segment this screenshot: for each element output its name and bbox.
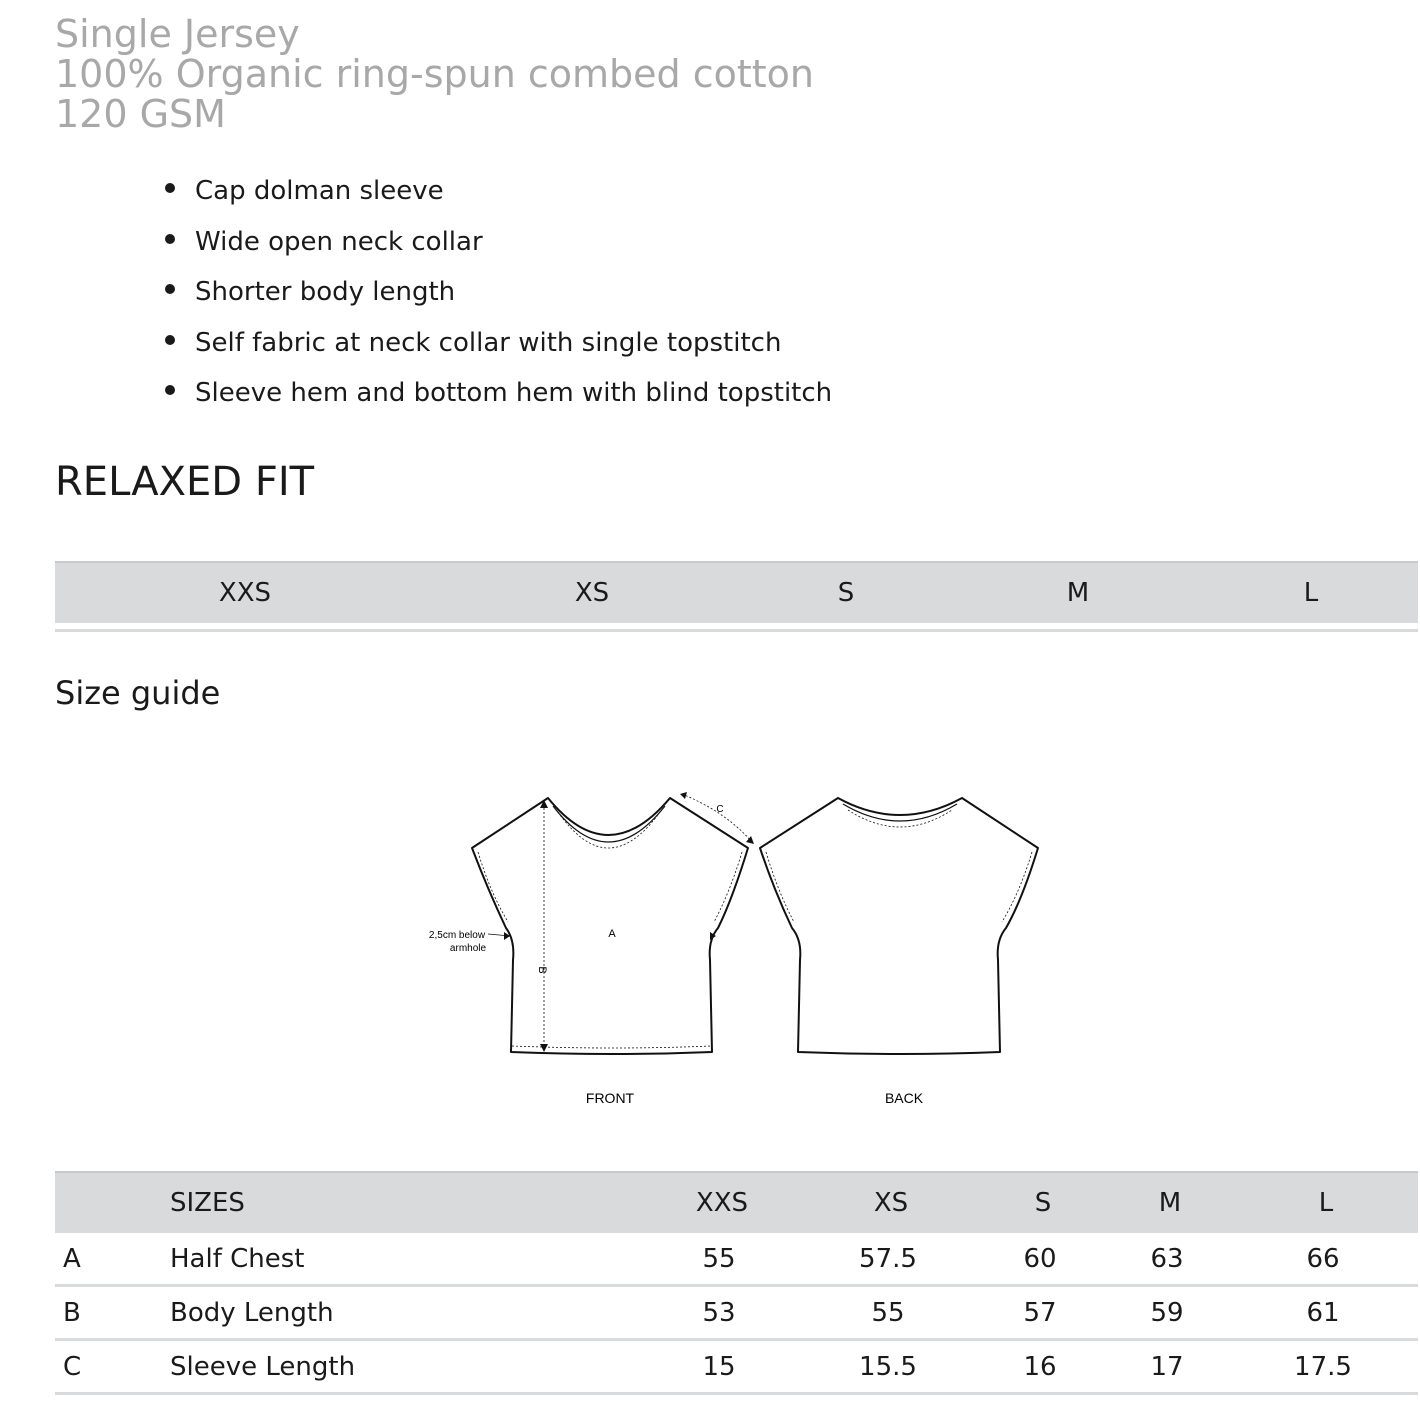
front-left-sleeve-stitch xyxy=(478,852,508,922)
table-cell: 57 xyxy=(1023,1298,1057,1328)
back-neckline-stitch xyxy=(848,810,952,827)
column-header-xs: XS xyxy=(873,1188,909,1218)
divider xyxy=(55,629,1418,632)
table-row xyxy=(55,1287,1418,1341)
armhole-note-line2: armhole xyxy=(449,943,487,954)
table-cell: 60 xyxy=(1023,1244,1057,1274)
sizes-header: SIZES xyxy=(170,1188,245,1218)
feature-list xyxy=(165,166,832,419)
size-table xyxy=(55,1171,1418,1395)
column-header-l: L xyxy=(1318,1188,1334,1218)
back-neckline-inner xyxy=(843,804,957,821)
fabric-composition: 100% Organic ring-spun combed cotton xyxy=(55,52,814,96)
table-header xyxy=(55,1171,1418,1233)
table-cell: 66 xyxy=(1306,1244,1340,1274)
table-cell: 16 xyxy=(1023,1352,1057,1382)
table-cell: 63 xyxy=(1150,1244,1184,1274)
front-neckline-inner xyxy=(553,806,665,842)
back-left-sleeve-stitch xyxy=(766,852,794,922)
table-cell: 15.5 xyxy=(859,1352,917,1382)
row-key: B xyxy=(63,1298,81,1328)
back-label: BACK xyxy=(884,1090,924,1106)
marker-c: C xyxy=(716,804,724,815)
front-right-sleeve-stitch xyxy=(714,852,742,922)
garment-diagram xyxy=(420,780,1060,1120)
fit-title: RELAXED FIT xyxy=(55,459,315,505)
column-header-m: M xyxy=(1158,1188,1182,1218)
table-row xyxy=(55,1233,1418,1287)
table-cell: 17.5 xyxy=(1294,1352,1352,1382)
feature-item: Cap dolman sleeve xyxy=(165,166,832,217)
fabric-type: Single Jersey xyxy=(55,12,300,56)
feature-item: Wide open neck collar xyxy=(165,217,832,268)
fit-size-xs: XS xyxy=(574,578,610,608)
table-cell: 15 xyxy=(702,1352,736,1382)
back-right-sleeve-stitch xyxy=(1002,852,1032,922)
fit-size-bar xyxy=(55,561,1418,623)
table-row xyxy=(55,1341,1418,1395)
row-measure-name: Sleeve Length xyxy=(170,1352,356,1382)
table-cell: 61 xyxy=(1306,1298,1340,1328)
feature-item: Shorter body length xyxy=(165,267,832,318)
arrow-head-icon xyxy=(540,800,548,808)
marker-a: A xyxy=(608,928,616,940)
arrow-head-icon xyxy=(746,836,754,844)
row-key: C xyxy=(63,1352,82,1382)
row-measure-name: Half Chest xyxy=(170,1244,305,1274)
fabric-weight: 120 GSM xyxy=(55,92,226,136)
table-cell: 55 xyxy=(702,1244,736,1274)
row-key: A xyxy=(63,1244,81,1274)
fit-size-l: L xyxy=(1303,578,1319,608)
sleeve-length-arrow xyxy=(682,794,752,842)
table-cell: 17 xyxy=(1150,1352,1184,1382)
bullet-icon xyxy=(165,234,175,244)
fit-size-xxs: XXS xyxy=(218,578,272,608)
bullet-icon xyxy=(165,335,175,345)
table-cell: 55 xyxy=(871,1298,905,1328)
arrow-head-icon xyxy=(680,792,687,799)
table-cell: 53 xyxy=(702,1298,736,1328)
column-header-s: S xyxy=(1034,1188,1052,1218)
column-header-xxs: XXS xyxy=(695,1188,749,1218)
feature-item: Sleeve hem and bottom hem with blind topstitch xyxy=(165,368,832,419)
table-cell: 57.5 xyxy=(859,1244,917,1274)
bullet-icon xyxy=(165,284,175,294)
armhole-note-line1: 2,5cm below xyxy=(428,930,486,941)
front-label: FRONT xyxy=(585,1090,635,1106)
bullet-icon xyxy=(165,183,175,193)
fit-size-m: M xyxy=(1066,578,1090,608)
bullet-icon xyxy=(165,385,175,395)
row-measure-name: Body Length xyxy=(170,1298,334,1328)
table-cell: 59 xyxy=(1150,1298,1184,1328)
fit-size-s: S xyxy=(837,578,855,608)
back-garment-outline xyxy=(760,798,1038,1054)
fabric-description xyxy=(55,14,814,134)
arrow-head-icon xyxy=(540,1044,548,1052)
marker-b: B xyxy=(536,966,548,974)
front-garment-outline xyxy=(472,798,748,1054)
size-guide-title: Size guide xyxy=(55,674,221,712)
front-neckline-stitch xyxy=(558,812,660,848)
feature-item: Self fabric at neck collar with single topstitch xyxy=(165,318,832,369)
